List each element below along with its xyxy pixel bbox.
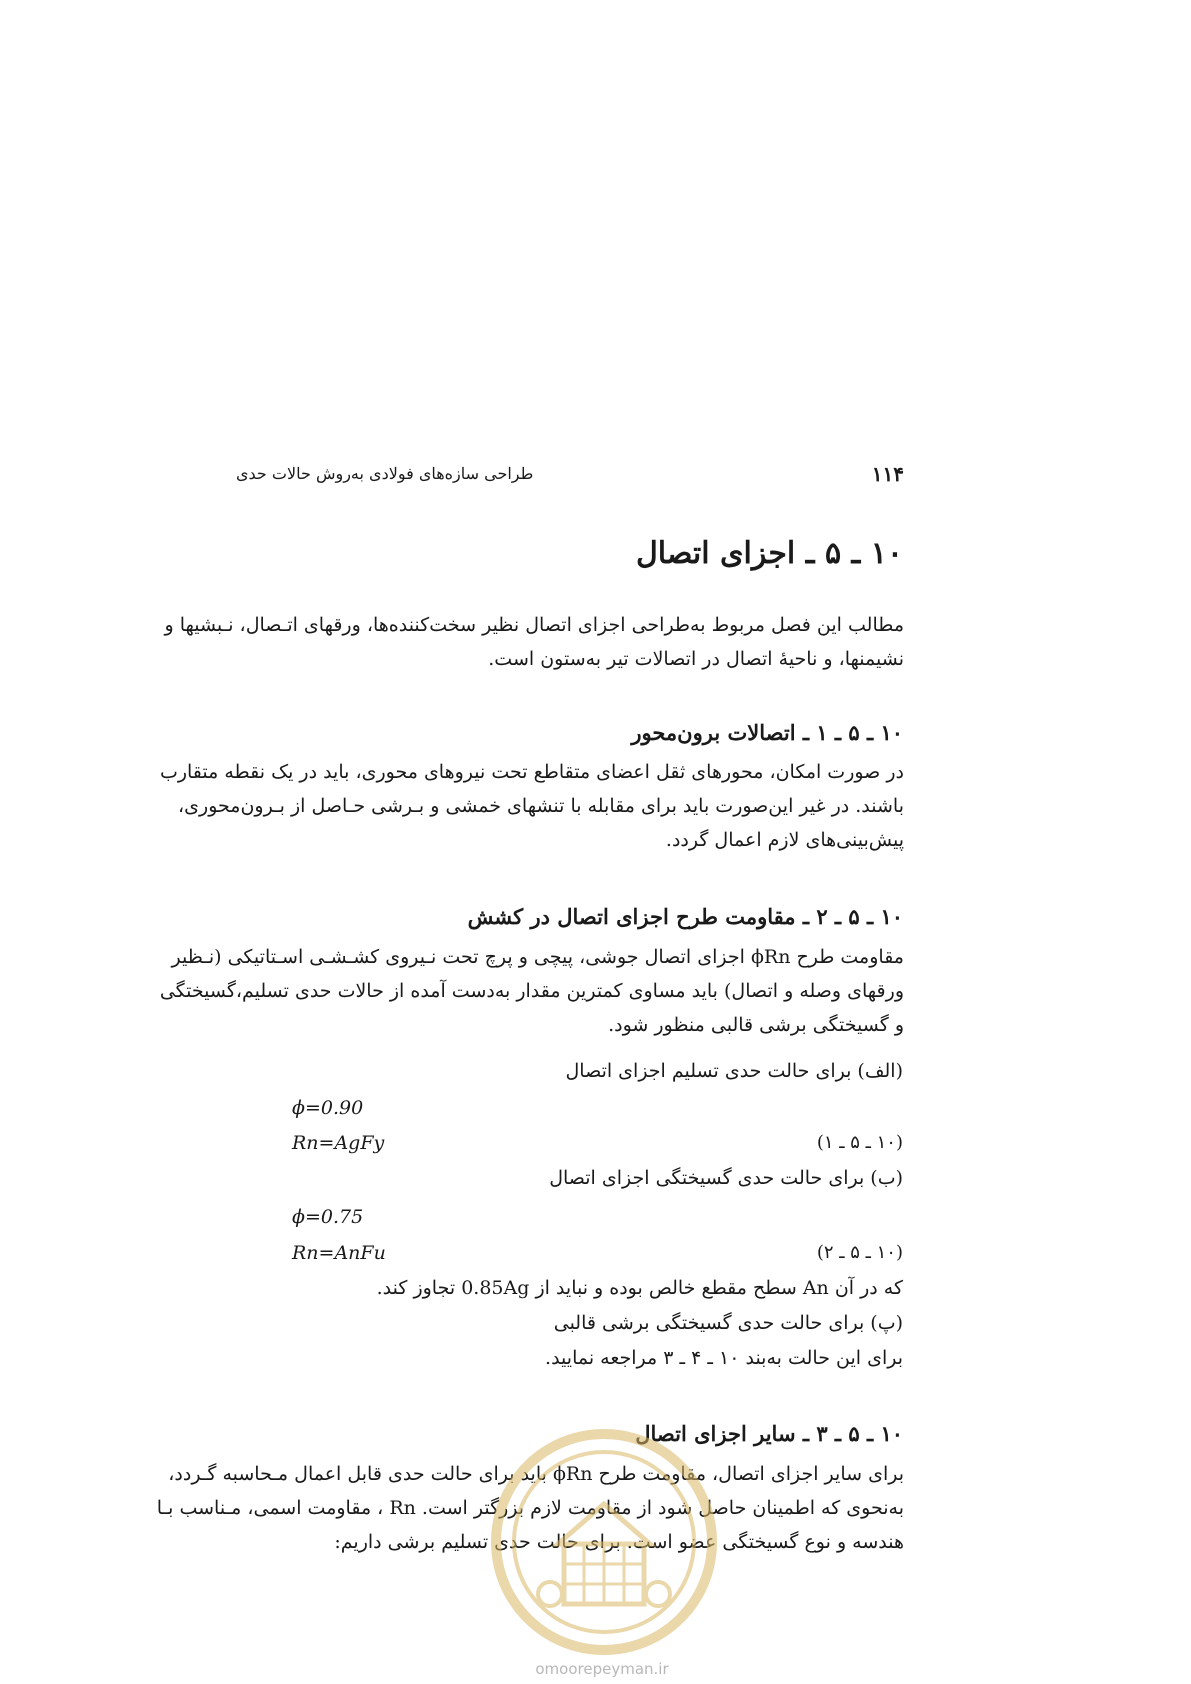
paragraph-line: مقاومت طرح ϕRn اجزای اتصال جوشی، پیچی و پرچ تحت نـیروی کشـشـی اسـتاتیکی (نـظیر [171,946,904,968]
paragraph-line: هندسه و نوع گسیختگی عضو است. برای حالت حدی تسلیم برشی داریم: [334,1531,904,1553]
case-c-label: (پ) برای حالت حدی گسیختگی برشی قالبی [553,1312,903,1334]
section-text-eccentric [159,755,904,857]
paragraph-line: باشند. در غیر این‌صورت باید برای مقابله با تنشهای خمشی و بـرشی حـاصل از بـرون‌محوری، [178,795,904,817]
paragraph-line: برای سایر اجزای اتصال، مقاومت طرح ϕRn باید برای حالت حدی قابل اعمال مـحاسبه گـردد، [168,1463,904,1485]
case-b-label: (ب) برای حالت حدی گسیختگی اجزای اتصال [549,1167,903,1189]
equation-number-1: (۱۰ ـ ۵ ـ ۱) [816,1132,903,1153]
paragraph-line: به‌نحوی که اطمینان حاصل شود از مقاومت لازم بزرگتر است. Rn ، مقاومت اسمی، مـناسب بـا [156,1497,904,1519]
publisher-stamp-icon [486,1424,722,1660]
paragraph-line: و گسیختگی برشی قالبی منظور شود. [608,1014,904,1036]
paragraph-line: ورقهای وصله و اتصال) باید مساوی کمترین مقدار به‌دست آمده از حالات حدی تسلیم،گسیختگی [159,980,904,1002]
book-title: طراحی سازه‌های فولادی به‌روش حالات حدی [236,464,534,483]
section-heading-tension: ۱۰ ـ ۵ ـ ۲ ـ مقاومت طرح اجزای اتصال در کشش [467,904,903,929]
section-heading-eccentric: ۱۰ ـ ۵ ـ ۱ ـ اتصالات برون‌محور [631,720,903,745]
chapter-heading: ۱۰ ـ ۵ ـ اجزای اتصال [635,536,903,571]
intro-line: مطالب این فصل مربوط به‌طراحی اجزای اتصال نظیر سخت‌کننده‌ها، ورقهای اتـصال، نـبشیها و [164,614,904,636]
section-text-tension [159,940,904,1042]
chapter-intro [164,608,904,676]
case-c-reference: برای این حالت به‌بند ۱۰ ـ ۴ ـ ۳ مراجعه نمایید. [545,1347,903,1369]
equation-2: Rn=AnFu [292,1242,386,1264]
case-a-label: (الف) برای حالت حدی تسلیم اجزای اتصال [565,1060,903,1082]
paragraph-line: پیش‌بینی‌های لازم اعمال گردد. [665,829,904,851]
equation-phi-1: ϕ=0.90 [292,1097,364,1119]
watermark-site: omoorepeyman.ir [535,1660,669,1678]
equation-phi-2: ϕ=0.75 [292,1206,364,1228]
intro-line: نشیمنها، و ناحیهٔ اتصال در اتصالات تیر به‌ستون است. [488,648,904,670]
net-area-note: که در آن An سطح مقطع خالص بوده و نباید از 0.85Ag تجاوز کند. [376,1277,903,1299]
paragraph-line: در صورت امکان، محورهای ثقل اعضای متقاطع تحت نیروهای محوری، باید در یک نقطه متقارب [159,761,904,783]
section-heading-other: ۱۰ ـ ۵ ـ ۳ ـ سایر اجزای اتصال [635,1421,903,1446]
page-number: ۱۱۴ [871,462,904,486]
running-head [236,462,904,488]
equation-number-2: (۱۰ ـ ۵ ـ ۲) [816,1242,903,1263]
equation-1: Rn=AgFy [292,1132,385,1154]
